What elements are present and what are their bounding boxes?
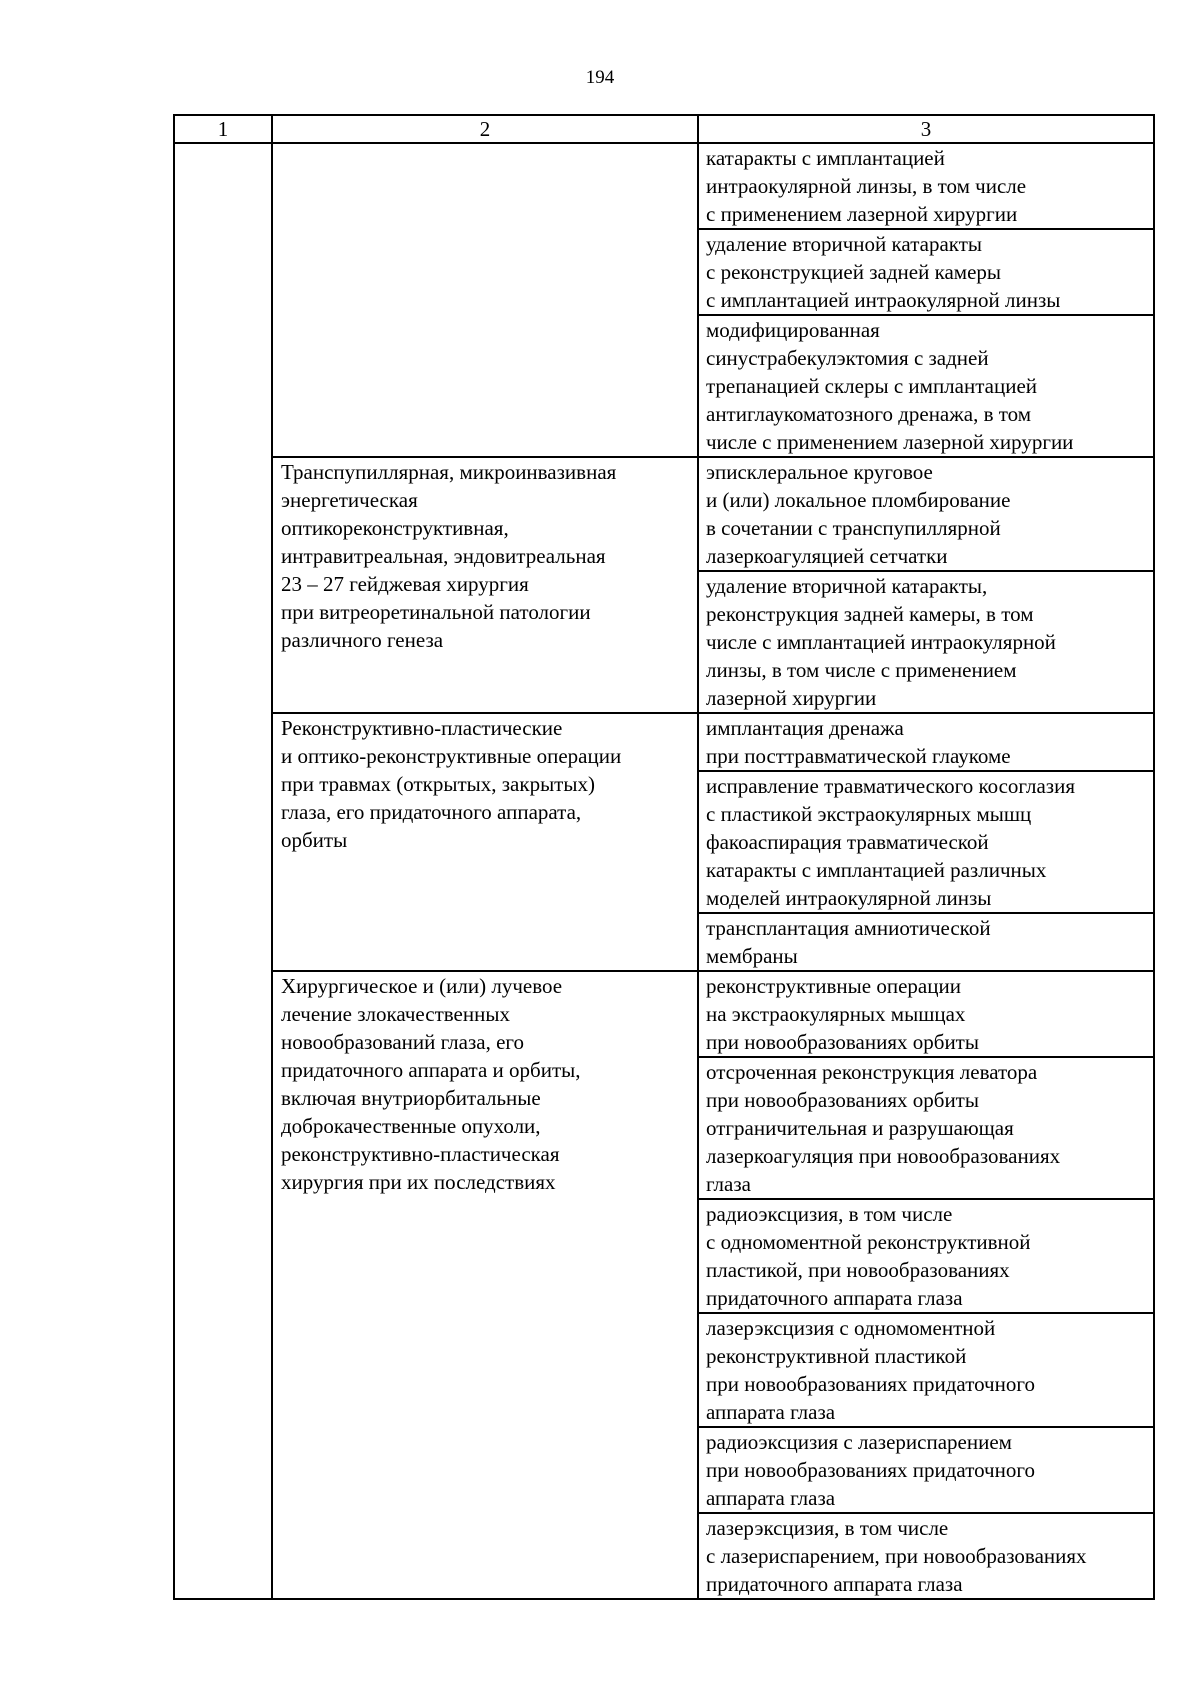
table-header-row [174, 115, 1154, 143]
column-header-2: 2 [272, 115, 698, 143]
method-cell: лазерэксцизия с одномоментной реконструктивной пластикой при новообразованиях придаточного аппарата глаза [698, 1313, 1154, 1427]
method-cell: трансплантация амниотической мембраны [698, 913, 1154, 971]
page-number: 194 [585, 67, 615, 88]
procedure-group-cell [272, 143, 698, 457]
table-row [174, 143, 1154, 229]
procedure-group-cell: Транспупиллярная, микроинвазивная энергетическая оптикореконструктивная, интравитреальная, эндовитреальная 23 – 27 гейджевая хирургия при витреоретинальной патологии различного генеза [272, 457, 698, 713]
column-header-1: 1 [174, 115, 272, 143]
number-cell [174, 143, 272, 1599]
column-header-3: 3 [698, 115, 1154, 143]
method-cell: имплантация дренажа при посттравматической глаукоме [698, 713, 1154, 771]
table-body [174, 115, 1154, 1599]
table-row [174, 971, 1154, 1057]
method-cell: катаракты с имплантацией интраокулярной линзы, в том числе с применением лазерной хирургии [698, 143, 1154, 229]
method-cell: исправление травматического косоглазия с пластикой экстраокулярных мышц факоаспирация травматической катаракты с имплантацией различных моделей интраокулярной линзы [698, 771, 1154, 913]
method-cell: лазерэксцизия, в том числе с лазериспарением, при новообразованиях придаточного аппарата глаза [698, 1513, 1154, 1599]
method-cell: отсроченная реконструкция леватора при новообразованиях орбиты отграничительная и разрушающая лазеркоагуляция при новообразованиях глаза [698, 1057, 1154, 1199]
procedures-table [173, 114, 1155, 1600]
method-cell: удаление вторичной катаракты с реконструкцией задней камеры с имплантацией интраокулярной линзы [698, 229, 1154, 315]
procedure-group-cell: Хирургическое и (или) лучевое лечение злокачественных новообразований глаза, его придаточного аппарата и орбиты, включая внутриорбитальные доброкачественные опухоли, реконструктивно-пластическая хирургия при их последствиях [272, 971, 698, 1599]
method-cell: модифицированная синустрабекулэктомия с задней трепанацией склеры с имплантацией антиглаукоматозного дренажа, в том числе с применением лазерной хирургии [698, 315, 1154, 457]
method-cell: реконструктивные операции на экстраокулярных мышцах при новообразованиях орбиты [698, 971, 1154, 1057]
method-cell: эписклеральное круговое и (или) локальное пломбирование в сочетании с транспупиллярной лазеркоагуляцией сетчатки [698, 457, 1154, 571]
method-cell: радиоэксцизия с лазериспарением при новообразованиях придаточного аппарата глаза [698, 1427, 1154, 1513]
procedure-group-cell: Реконструктивно-пластические и оптико-реконструктивные операции при травмах (открытых, закрытых) глаза, его придаточного аппарата, орбиты [272, 713, 698, 971]
method-cell: удаление вторичной катаракты, реконструкция задней камеры, в том числе с имплантацией интраокулярной линзы, в том числе с применением лазерной хирургии [698, 571, 1154, 713]
table-row [174, 457, 1154, 571]
table-row [174, 713, 1154, 771]
method-cell: радиоэксцизия, в том числе с одномоментной реконструктивной пластикой, при новообразованиях придаточного аппарата глаза [698, 1199, 1154, 1313]
